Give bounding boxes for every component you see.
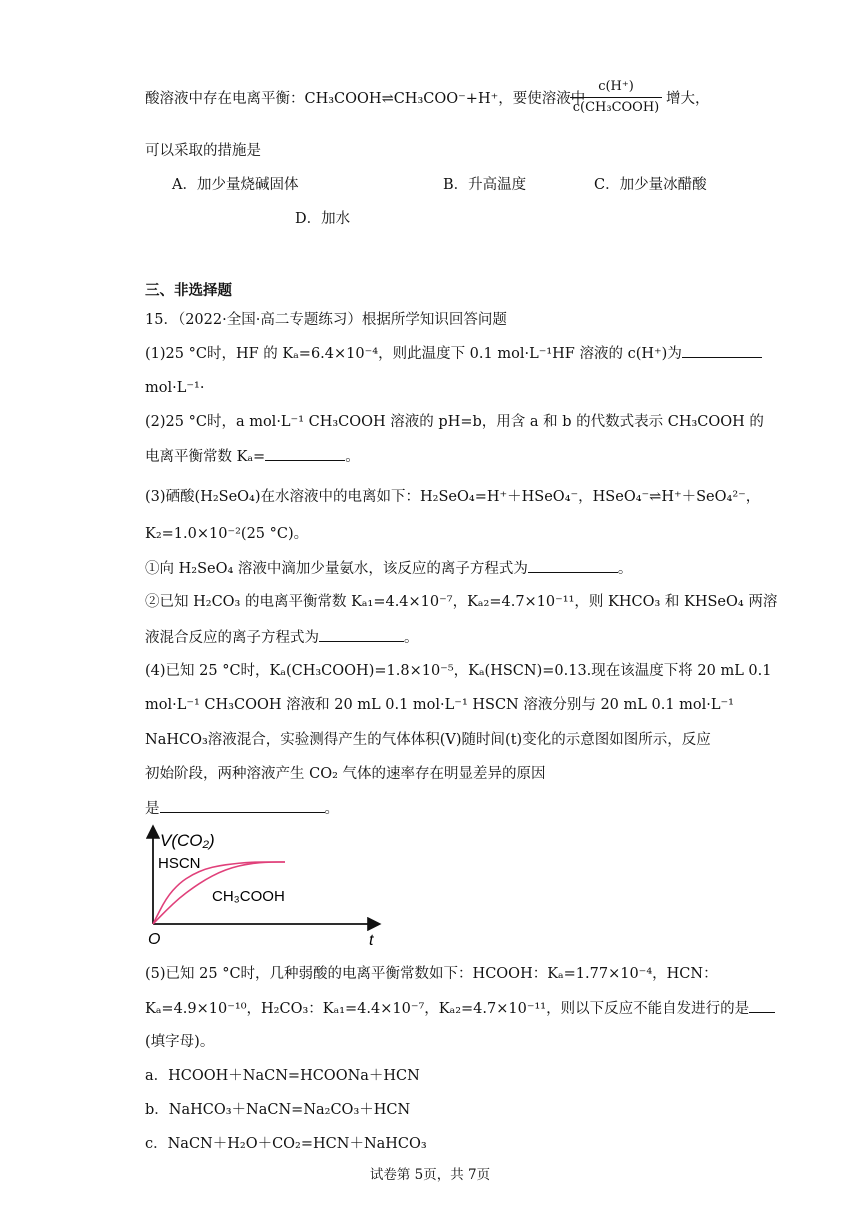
q15-part3-line1: (3)硒酸(H₂SeO₄)在水溶液中的电离如下：H₂SeO₄=H⁺＋HSeO₄⁻，HSeO₄⁻⇌H⁺＋SeO₄²⁻， bbox=[145, 489, 761, 505]
q15-part4-line5-end: 。 bbox=[324, 801, 339, 817]
q15-part3-line2: K₂=1.0×10⁻²(25 °C)。 bbox=[145, 526, 309, 542]
q15-part3-sub1 bbox=[145, 558, 632, 579]
q15-part3-sub2-line1: ②已知 H₂CO₃ 的电离平衡常数 Kₐ₁=4.4×10⁻⁷，Kₐ₂=4.7×10⁻¹¹，则 KHCO₃ 和 KHSeO₄ 两溶 bbox=[145, 594, 778, 610]
q15-choice-c: c．NaCN＋H₂O＋CO₂=HCN＋NaHCO₃ bbox=[145, 1136, 427, 1152]
q15-part5-line2 bbox=[145, 998, 775, 1019]
q15-part3-sub1-text: ①向 H₂SeO₄ 溶液中滴加少量氨水，该反应的离子方程式为 bbox=[145, 561, 528, 577]
q15-part1-line1 bbox=[145, 343, 762, 364]
series-label-hscn: HSCN bbox=[158, 855, 201, 872]
q15-choice-b: b．NaHCO₃＋NaCN=Na₂CO₃＋HCN bbox=[145, 1102, 411, 1118]
answer-blank-6[interactable] bbox=[749, 998, 775, 1013]
q15-part4-line1: (4)已知 25 °C时，Kₐ(CH₃COOH)=1.8×10⁻⁵，Kₐ(HSCN)=0.13.现在该温度下将 20 mL 0.1 bbox=[145, 663, 772, 679]
q15-part2-end: 。 bbox=[345, 449, 360, 465]
q14-stem-b: 增大， bbox=[666, 91, 710, 107]
q14-option-d: D．加水 bbox=[295, 211, 351, 227]
q15-part3-sub2-end: 。 bbox=[404, 630, 419, 646]
answer-blank-4[interactable] bbox=[319, 627, 404, 642]
answer-blank-3[interactable] bbox=[528, 558, 618, 573]
q15-part3-sub1-end: 。 bbox=[617, 561, 633, 577]
q15-part2-text: 电离平衡常数 Kₐ= bbox=[145, 449, 266, 465]
q15-part1-text: (1)25 °C时，HF 的 Kₐ=6.4×10⁻⁴，则此温度下 0.1 mol·L⁻¹HF 溶液的 c(H⁺)为 bbox=[145, 346, 682, 362]
q15-part5-line2-text: Kₐ=4.9×10⁻¹⁰，H₂CO₃：Kₐ₁=4.4×10⁻⁷，Kₐ₂=4.7×10⁻¹¹，则以下反应不能自发进行的是 bbox=[145, 1001, 750, 1017]
q14-option-c: C．加少量冰醋酸 bbox=[594, 177, 707, 193]
origin-label: O bbox=[148, 931, 161, 947]
section-heading: 三、非选择题 bbox=[145, 282, 232, 299]
q14-stem-a: 酸溶液中存在电离平衡：CH₃COOH⇌CH₃COO⁻+H⁺，要使溶液中 bbox=[145, 91, 586, 107]
q15-part3-sub2-line2 bbox=[145, 627, 419, 648]
q14-stem-c: 可以采取的措施是 bbox=[145, 143, 261, 159]
q15-part3-sub2-text: 液混合反应的离子方程式为 bbox=[145, 630, 319, 646]
answer-blank-2[interactable] bbox=[265, 446, 345, 461]
answer-blank-5[interactable] bbox=[160, 798, 325, 813]
q15-part4-line5 bbox=[145, 798, 339, 819]
y-axis-label: V(CO₂) bbox=[160, 831, 215, 850]
q15-part2-line2 bbox=[145, 446, 360, 467]
series-label-ch3cooh: CH₃COOH bbox=[212, 888, 285, 905]
q15-part5-line1: (5)已知 25 °C时，几种弱酸的电离平衡常数如下：HCOOH：Kₐ=1.77×10⁻⁴，HCN： bbox=[145, 966, 718, 982]
page-footer: 试卷第 5页，共 7页 bbox=[369, 1167, 491, 1183]
q14-stem-line1 bbox=[145, 89, 585, 109]
q15-title: 15．（2022·全国·高二专题练习）根据所学知识回答问题 bbox=[145, 312, 507, 328]
q15-part4-line4: 初始阶段，两种溶液产生 CO₂ 气体的速率存在明显差异的原因 bbox=[145, 766, 546, 782]
q15-part5-line3: (填字母)。 bbox=[145, 1034, 215, 1050]
q15-part4-line2: mol·L⁻¹ CH₃COOH 溶液和 20 mL 0.1 mol·L⁻¹ HSCN 溶液分别与 20 mL 0.1 mol·L⁻¹ bbox=[145, 697, 734, 713]
q14-fraction-denominator: c(CH₃COOH) bbox=[572, 100, 660, 115]
q15-part4-line3: NaHCO₃溶液混合，实验测得产生的气体体积(V)随时间(t)变化的示意图如图所示，反应 bbox=[145, 732, 711, 748]
answer-blank-1[interactable] bbox=[682, 343, 762, 358]
q14-fraction bbox=[570, 78, 662, 117]
q15-choice-a: a．HCOOH＋NaCN=HCOONa＋HCN bbox=[145, 1068, 420, 1084]
q15-part2-line1: (2)25 °C时，a mol·L⁻¹ CH₃COOH 溶液的 pH=b，用含 a 和 b 的代数式表示 CH₃COOH 的 bbox=[145, 414, 764, 430]
q15-part4-line5-text: 是 bbox=[145, 801, 160, 817]
q15-part1-line2: mol·L⁻¹· bbox=[145, 380, 205, 396]
q14-option-b: B．升高温度 bbox=[443, 177, 527, 193]
x-axis-label: t bbox=[369, 932, 374, 947]
q14-fraction-numerator: c(H⁺) bbox=[570, 78, 662, 98]
co2-volume-chart bbox=[140, 822, 390, 947]
q14-option-a: A．加少量烧碱固体 bbox=[172, 177, 299, 193]
